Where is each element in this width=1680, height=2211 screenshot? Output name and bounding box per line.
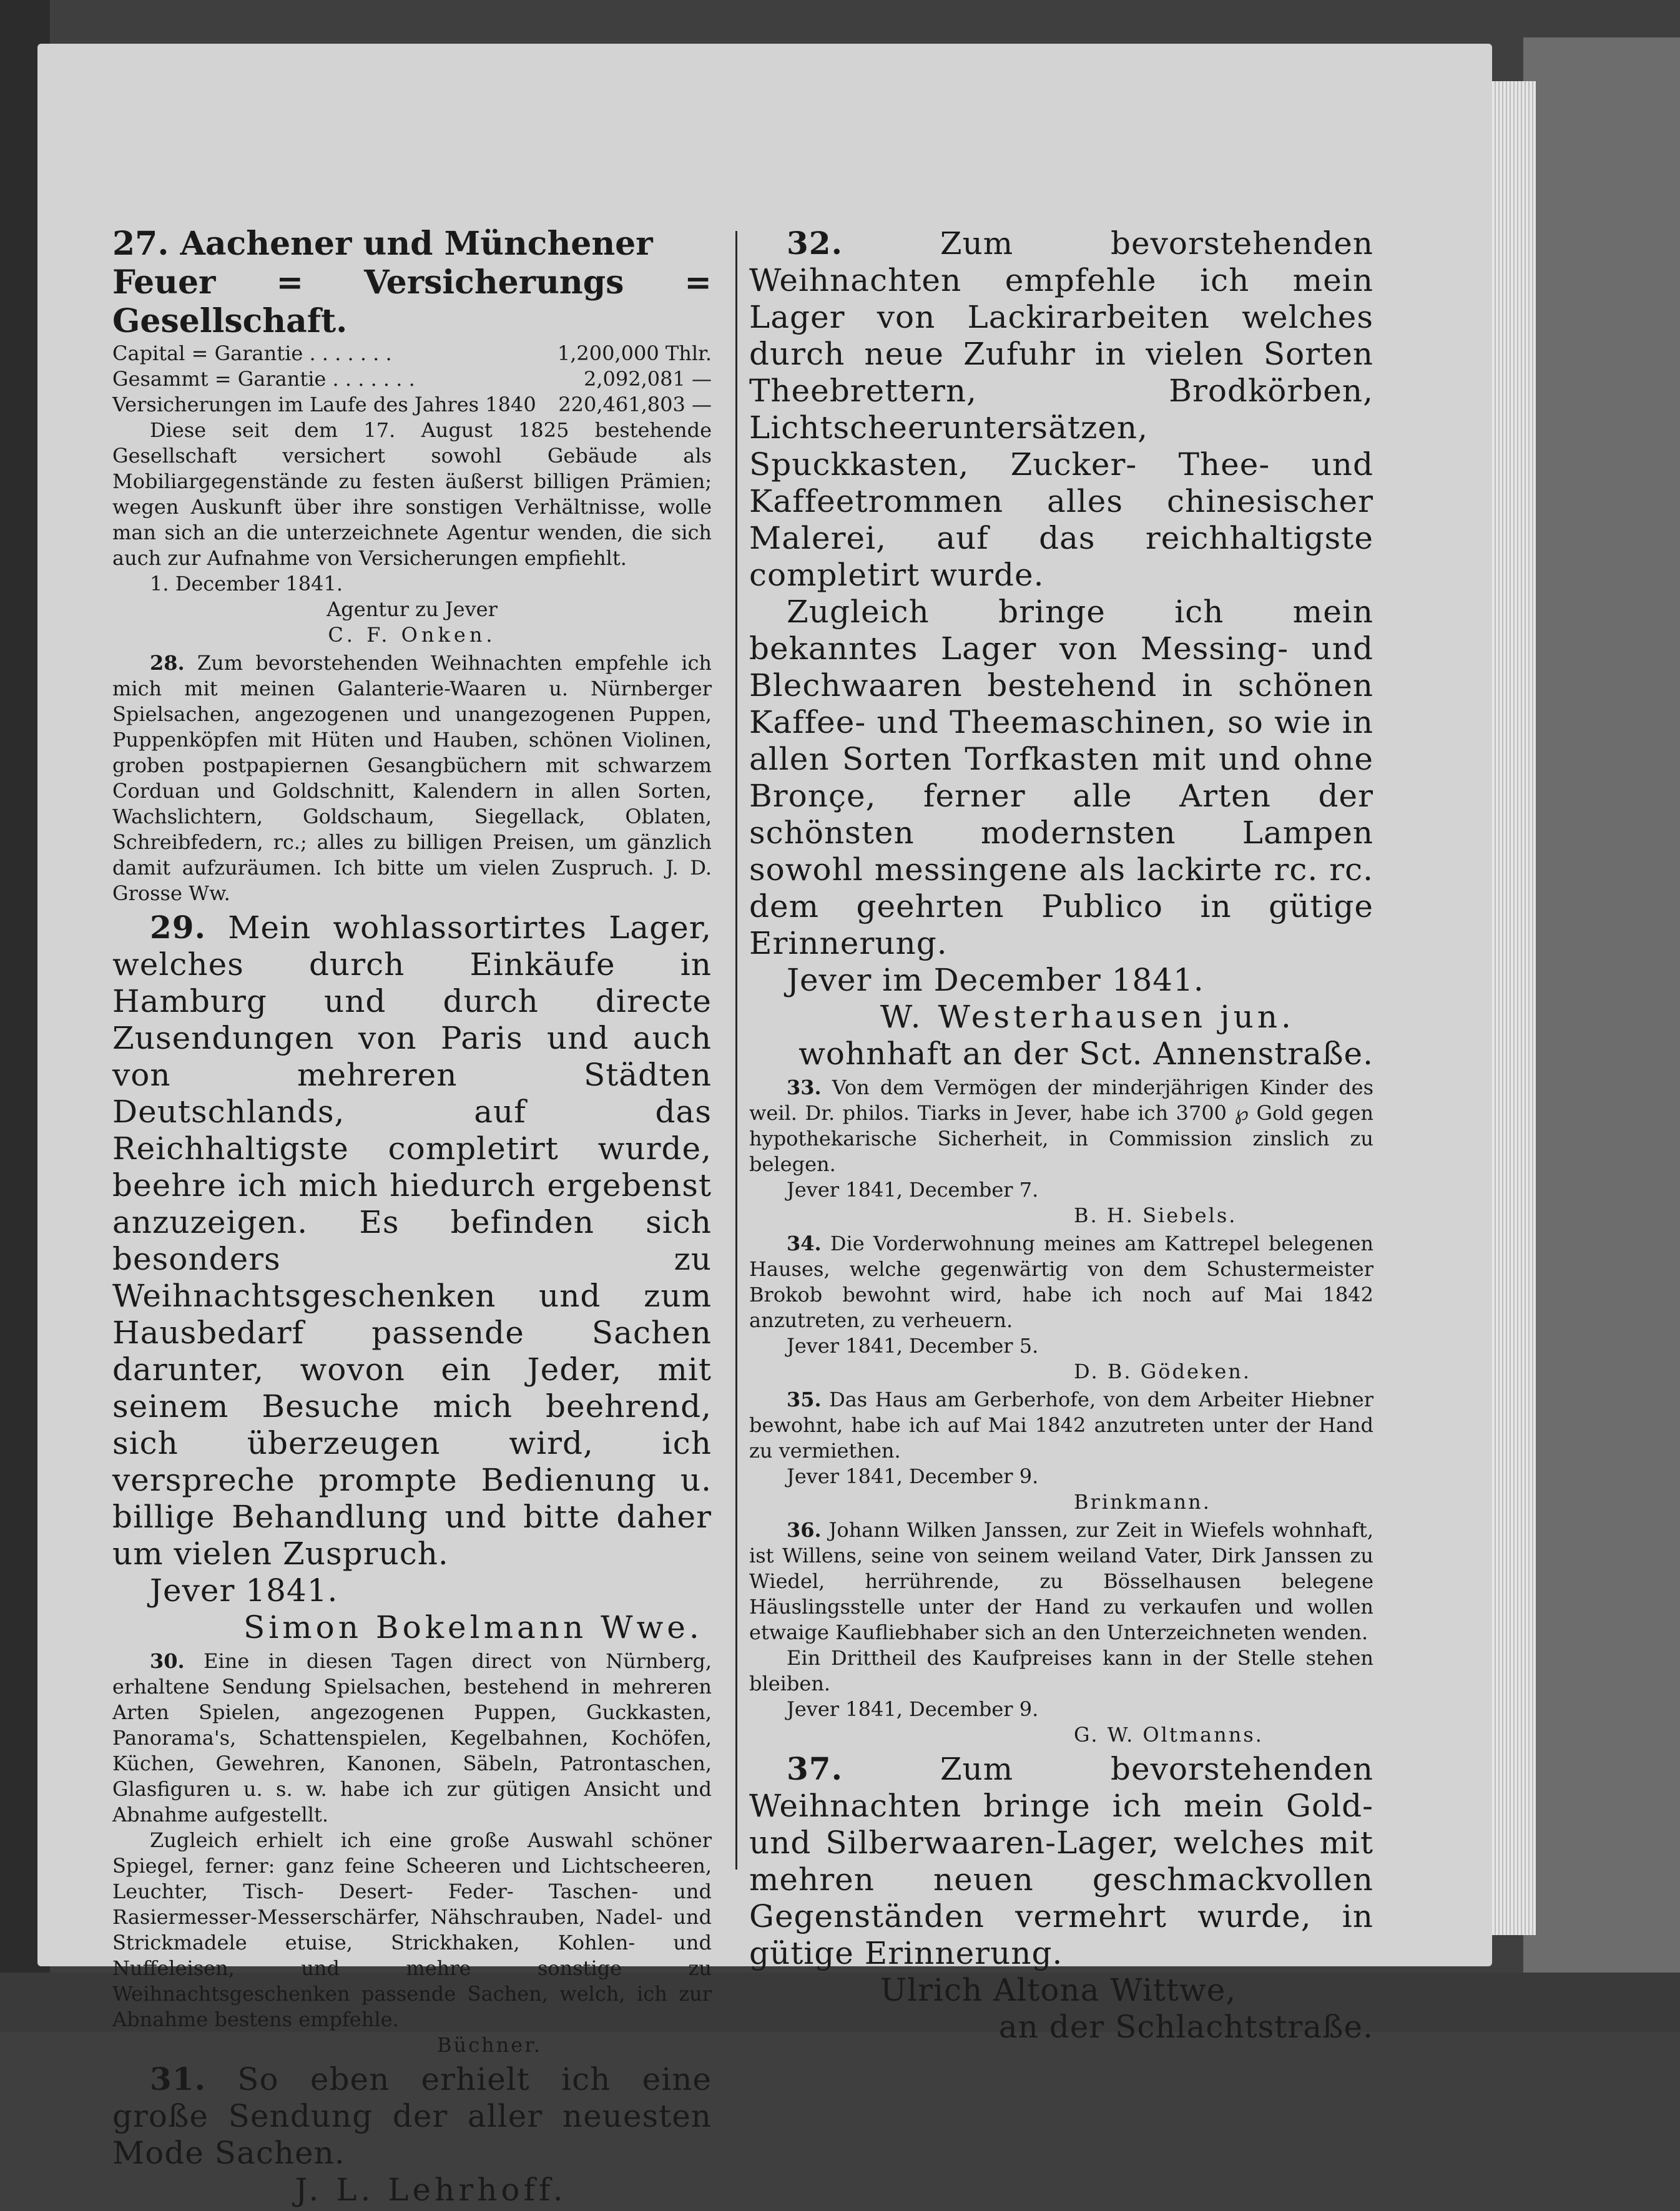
row-value: 2,092,081 — [583,367,712,391]
notice-number: 31. [150,2061,206,2097]
notice-signature: G. W. Oltmanns. [1074,1723,1264,1747]
row-label: Capital = Garantie . . . . . . . [112,341,392,365]
right-column [749,225,1373,2048]
notice-35 [749,1387,1373,1515]
notice-address: wohnhaft an der Sct. Annenstraße. [798,1036,1373,1072]
notice-number: 37. [787,1750,843,1787]
notice-title-line2: Feuer = Versicherungs = Gesellschaft. [112,263,712,340]
notice-signature: B. H. Siebels. [1074,1204,1237,1227]
notice-28 [112,650,712,906]
notice-text: Zum bevorstehenden Weihnachten bringe ich mein Gold- und Silberwaaren-Lager, welches mit mehren neuen geschmackvollen Gegenständen vermehrt wurde, in gütige Erinnerung. [749,1751,1373,1971]
notice-date: Jever 1841, December 9. [787,1464,1039,1488]
notice-signature: C. F. Onken. [328,623,496,647]
notice-37 [749,1750,1373,2046]
notice-signature: D. B. Gödeken. [1074,1360,1252,1383]
notice-text: Zum bevorstehenden Weihnachten empfehle ich mein Lager von Lackirarbeiten welches durch neue Zufuhr in vielen Sorten Theebrettern, Brodkörben, Lichtscheeruntersätzen, Spuckkasten, Zucker- Thee- und Kaffeetrommen alles chinesischer Malerei, auf das reichhaltigste completirt wurde. [749,225,1373,593]
book-cover-right [1523,37,1680,1991]
notice-number: 36. [787,1518,822,1542]
notice-34 [749,1231,1373,1385]
row-value: 220,461,803 — [558,393,712,416]
notice-signature: J. L. Lehrhoff. [295,2172,567,2208]
notice-text: Johann Wilken Janssen, zur Zeit in Wiefels wohnhaft, ist Willens, seine von seinem weiland Vater, Dirk Janssen zu Wiedel, herrührende, zu Bösselhausen belegene Häuslingsstelle unter der Hand zu verkaufen und wollen etwaige Kaufliebhaber sich an den Unterzeichneten wenden. [749,1518,1374,1644]
row-value: 1,200,000 Thlr. [557,341,712,365]
notice-signature: J. D. Grosse Ww. [112,856,712,905]
table-row [112,341,712,366]
notice-date: Jever 1841, December 5. [787,1334,1039,1358]
notice-30 [112,1649,712,2058]
notice-signature: Brinkmann. [1074,1490,1211,1514]
notice-date: Jever 1841, December 7. [787,1178,1039,1202]
column-divider [735,231,737,1870]
notice-body: Diese seit dem 17. August 1825 bestehende Gesellschaft versichert sowohl Gebäude als Mobiliargegenstände zu festen äußerst billigen Prämien; wegen Auskunft über ihre sonstigen Verhältnisse, wolle man sich an die unterzeichnete Agentur wenden, die sich auch zur Aufnahme von Versicherungen empfiehlt. [112,418,712,570]
agency-label: Agentur zu Jever [327,597,498,621]
notice-number: 33. [787,1076,822,1099]
notice-32 [749,225,1373,1072]
notice-text: So eben erhielt ich eine große Sendung der aller neuesten Mode Sachen. [112,2061,712,2171]
notice-number: 35. [787,1388,822,1411]
notice-29 [112,909,712,1646]
notice-signature: Simon Bokelmann Wwe. [243,1609,703,1645]
notice-signature: W. Westerhausen jun. [880,999,1295,1035]
table-row [112,366,712,392]
notice-number: 32. [787,225,843,262]
table-row [112,392,712,418]
notice-address: an der Schlachtstraße. [998,2009,1373,2045]
notice-text: Zum bevorstehenden Weihnachten empfehle ich mich mit meinen Galanterie-Waaren u. Nürnberger Spielsachen, angezogenen und unangezogenen Puppen, Puppenköpfen mit Hüten und Hauben, schönen Violinen, groben postpapiernen Gesangbüchern mit schwarzem Corduan und Goldschnitt, Kalendern in allen Sorten, Wachslichtern, Goldschaum, Siegellack, Oblaten, Schreibfedern, rc.; alles zu billigen Preisen, um gänzlich damit aufzuräumen. Ich bitte um vielen Zuspruch. [112,651,712,880]
newspaper-page [37,44,1492,2208]
guarantee-table [112,341,712,418]
notice-number: 27. [112,225,169,263]
notice-date: Jever 1841, December 9. [787,1697,1039,1721]
notice-text-2: Ein Drittheil des Kaufpreises kann in der Stelle stehen bleiben. [749,1646,1373,1695]
notice-signature: Ulrich Altona Wittwe, [880,1972,1237,2008]
notice-text: Eine in diesen Tagen direct von Nürnberg, erhaltene Sendung Spielsachen, bestehend in mehreren Arten Spielen, angezogenen Puppen, Guckkasten, Panorama's, Schattenspielen, Kegelbahnen, Kochöfen, Küchen, Gewehren, Kanonen, Säbeln, Patrontaschen, Glasfiguren u. s. w. habe ich zur gütigen Ansicht und Abnahme aufgestellt. [112,1649,712,1826]
notice-title-line1: Aachener und Münchener [180,225,653,263]
notice-text-2: Zugleich erhielt ich eine große Auswahl schöner Spiegel, ferner: ganz feine Scheeren und Lichtscheeren, Leuchter, Tisch- Desert- Feder- Taschen- und Rasiermesser-Messerschärfer, Nähschrauben, Nadel- und Strickmadele etuise, Strickhaken, Kohlen- und Nuffeleisen, und mehre sonstige zu Weihnachtsgeschenken passende Sachen, welch, ich zur Abnahme bestens empfehle. [112,1828,712,2031]
notice-place: Jever im December 1841. [787,962,1204,998]
notice-text: Mein wohlassortirtes Lager, welches durch Einkäufe in Hamburg und durch directe Zusendungen von Paris und auch von mehreren Städten Deutschlands, auf das Reichhaltigste completirt wurde, beehre ich mich hiedurch ergebenst anzuzeigen. Es befinden sich besonders zu Weihnachtsgeschenken und zum Hausbedarf passende Sachen darunter, wovon ein Jeder, mit seinem Besuche mich beehrend, sich überzeugen wird, ich verspreche prompte Bedienung u. billige Behandlung und bitte daher um vielen Zuspruch. [112,909,712,1572]
row-label: Versicherungen im Laufe des Jahres 1840 [112,393,536,416]
notice-31 [112,2061,712,2209]
notice-number: 28. [150,651,185,675]
notice-text: Die Vorderwohnung meines am Kattrepel belegenen Hauses, welche gegenwärtig von dem Schustermeister Brokob bewohnt wird, habe ich noch auf Mai 1842 anzutreten, zu verheuern. [749,1232,1374,1332]
notice-date: 1. December 1841. [150,572,343,596]
notice-place: Jever 1841. [150,1572,338,1609]
notice-27 [112,225,712,648]
notice-33 [749,1075,1373,1228]
notice-signature: Büchner. [437,2033,543,2057]
notice-number: 29. [150,909,206,946]
notice-number: 34. [787,1232,822,1255]
notice-text-2: Zugleich bringe ich mein bekanntes Lager von Messing- und Blechwaaren bestehend in schönen Kaffee- und Theemaschinen, so wie in allen Sorten Torfkasten mit und ohne Bronçe, ferner alle Arten der schönsten modernsten Lampen sowohl messingene als lackirte rc. rc. dem geehrten Publico in gütige Erinnerung. [749,594,1373,961]
notice-number: 30. [150,1649,185,1673]
notice-text: Das Haus am Gerberhofe, von dem Arbeiter Hiebner bewohnt, habe ich auf Mai 1842 anzutreten unter der Hand zu vermiethen. [749,1388,1374,1463]
notice-text: Von dem Vermögen der minderjährigen Kinder des weil. Dr. philos. Tiarks in Jever, habe ich 3700 ℘ Gold gegen hypothekarische Sicherheit, in Commission zinslich zu belegen. [749,1076,1374,1176]
notice-36 [749,1517,1373,1748]
left-column [112,225,712,2211]
row-label: Gesammt = Garantie . . . . . . . [112,367,415,391]
